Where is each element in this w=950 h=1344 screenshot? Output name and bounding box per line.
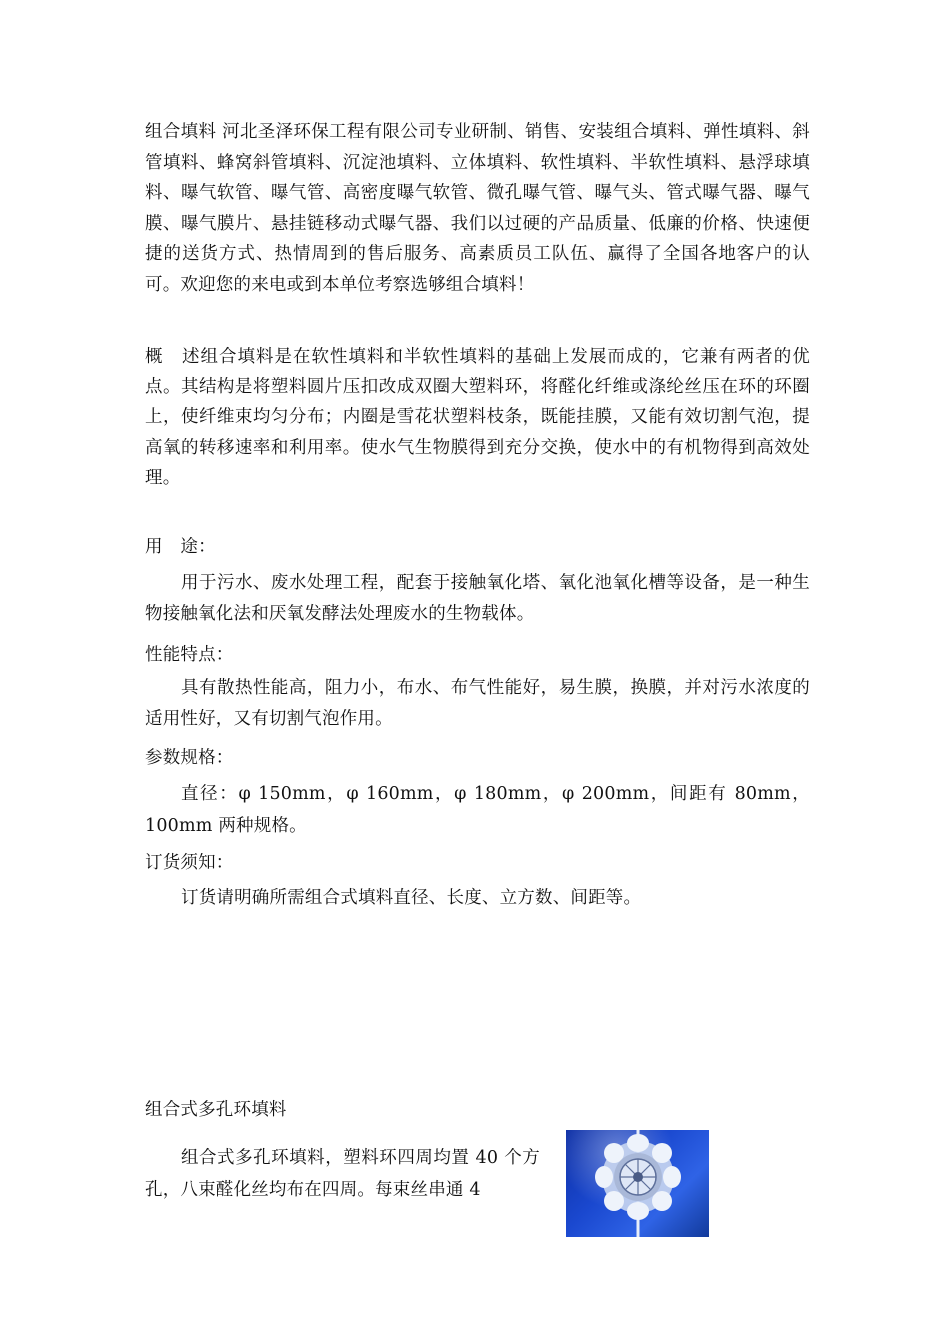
- overview-paragraph: 概 述组合填料是在软性填料和半软性填料的基础上发展而成的，它兼有两者的优点。其结构是将塑料圆片压扣改成双圈大塑料环，将醛化纤维或涤纶丝压在环的环圈上，使纤维束均匀分布；内圈是雪花状塑料枝条，既能挂膜，又能有效切割气泡，提高氧的转移速率和利用率。使水气生物膜得到充分交换，使水中的有机物得到高效处理。: [145, 347, 810, 488]
- spec-paragraph: 直径：φ 150mm，φ 160mm，φ 180mm，φ 200mm，间距有 80mm，100mm 两种规格。: [145, 784, 810, 836]
- usage-heading: 用 途：: [145, 537, 216, 557]
- intro-paragraph: 组合填料 河北圣泽环保工程有限公司专业研制、销售、安装组合填料、弹性填料、斜管填料、蜂窝斜管填料、沉淀池填料、立体填料、软性填料、半软性填料、悬浮球填料、曝气软管、曝气管、高密度曝气软管、微孔曝气管、曝气头、管式曝气器、曝气膜、曝气膜片、悬挂链移动式曝气器、我们以过硬的产品质量、低廉的价格、快速便捷的送货方式、热情周到的售后服务、高素质员工队伍、赢得了全国各地客户的认可。欢迎您的来电或到本单位考察选够组合填料！: [145, 122, 810, 295]
- multi-ring-heading: 组合式多孔环填料: [145, 1100, 287, 1120]
- performance-paragraph: 具有散热性能高，阻力小，布水、布气性能好，易生膜，换膜，并对污水浓度的适用性好，又有切割气泡作用。: [145, 678, 810, 729]
- packing-photo: [566, 1130, 709, 1237]
- performance-heading: 性能特点：: [145, 645, 234, 665]
- order-paragraph: 订货请明确所需组合式填料直径、长度、立方数、间距等。: [181, 888, 642, 908]
- order-heading: 订货须知：: [145, 853, 234, 873]
- usage-paragraph: 用于污水、废水处理工程，配套于接触氧化塔、氧化池氧化槽等设备，是一种生物接触氧化法和厌氧发酵法处理废水的生物载体。: [145, 573, 810, 624]
- spec-heading: 参数规格：: [145, 748, 234, 768]
- multi-ring-paragraph: 组合式多孔环填料，塑料环四周均置 40 个方孔，八束醛化丝均布在四周。每束丝串通 4: [145, 1148, 540, 1200]
- fiber-ring: [595, 1134, 681, 1220]
- packing-ring-illustration: [566, 1130, 709, 1237]
